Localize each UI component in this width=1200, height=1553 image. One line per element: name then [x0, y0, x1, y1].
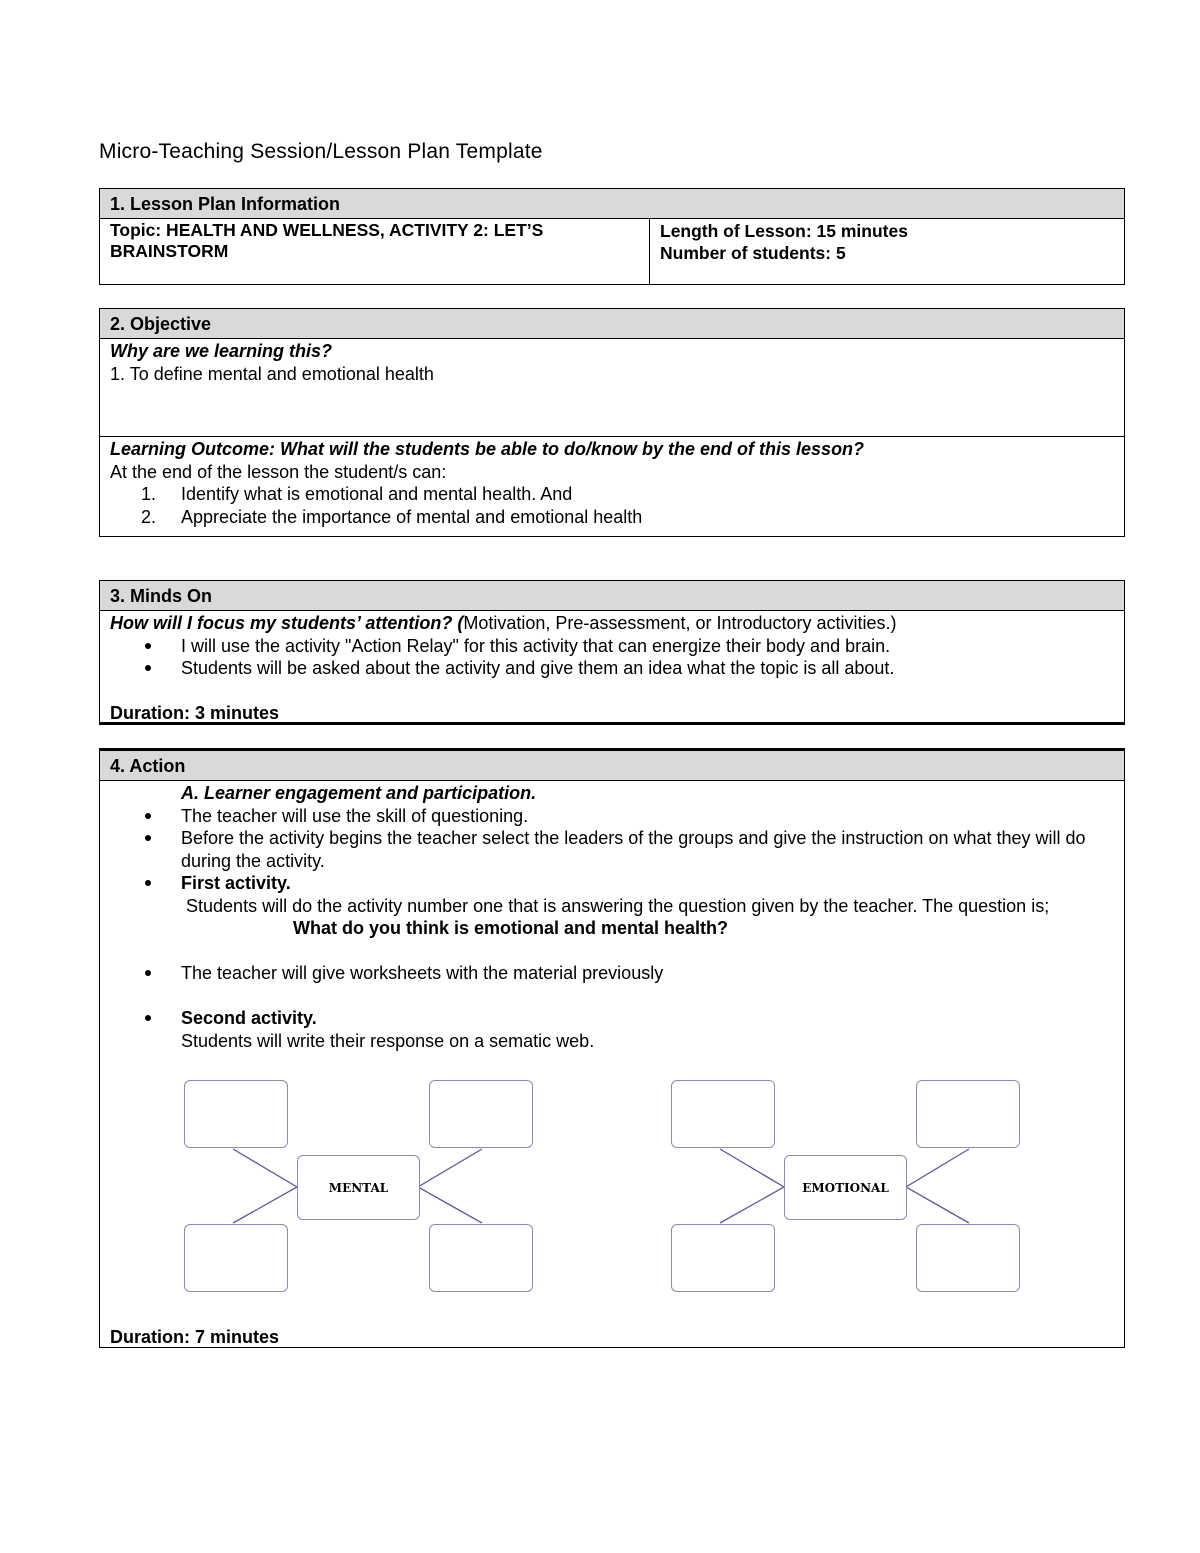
list-text: Students will be asked about the activity and give them an idea what the topic is all about.	[181, 658, 895, 678]
list-text: The teacher will give worksheets with the material previously	[181, 963, 664, 983]
web-input-box[interactable]	[184, 1224, 288, 1292]
focus-question-label: How will I focus my students’ attention? (	[110, 613, 464, 633]
web-input-box[interactable]	[916, 1080, 1020, 1148]
web-input-box[interactable]	[916, 1224, 1020, 1292]
web-center-emotional	[784, 1155, 907, 1220]
web-input-box[interactable]	[429, 1080, 533, 1148]
web-center-mental	[297, 1155, 420, 1220]
connector-line	[720, 1149, 784, 1223]
web-center-label: EMOTIONAL	[802, 1180, 889, 1195]
lesson-length: Length of Lesson: 15 minutes	[660, 221, 908, 241]
first-activity-title: First activity.	[181, 873, 291, 893]
list-number: 2.	[140, 506, 156, 527]
list-text: I will use the activity "Action Relay" for this activity that can energize their body and brain.	[181, 635, 891, 656]
engagement-label: A. Learner engagement and participation.	[181, 783, 537, 803]
page-title: Micro-Teaching Session/Lesson Plan Template	[99, 140, 543, 163]
list-text: Appreciate the importance of mental and emotional health	[181, 506, 643, 527]
student-count: Number of students: 5	[660, 243, 846, 263]
focus-question-detail: Motivation, Pre-assessment, or Introductory activities.)	[463, 613, 897, 633]
topic-text: Topic: HEALTH AND WELLNESS, ACTIVITY 2: LET’S BRAINSTORM	[110, 220, 544, 261]
connector-line	[233, 1149, 297, 1223]
connector-line	[906, 1149, 969, 1223]
list-number: 1.	[140, 484, 156, 504]
list-text: Before the activity begins the teacher select the leaders of the groups and give the instruction on what they will do during the activity.	[181, 828, 1086, 871]
list-text: Identify what is emotional and mental health. And	[181, 484, 573, 504]
outcome-intro: At the end of the lesson the student/s can:	[110, 461, 447, 482]
section-header: 2. Objective	[100, 309, 1124, 339]
section-header: 1. Lesson Plan Information	[100, 189, 1124, 219]
outcome-label: Learning Outcome: What will the students be able to do/know by the end of this lesson?	[110, 439, 865, 459]
web-input-box[interactable]	[429, 1224, 533, 1292]
section-header: 3. Minds On	[100, 581, 1124, 611]
why-text: 1. To define mental and emotional health	[110, 363, 434, 384]
web-center-label: MENTAL	[328, 1180, 389, 1195]
duration: Duration: 7 minutes	[110, 1327, 280, 1347]
second-activity-text: Students will write their response on a sematic web.	[181, 1030, 595, 1051]
duration: Duration: 3 minutes	[110, 703, 280, 723]
section-header: 4. Action	[100, 751, 1124, 781]
second-activity-title: Second activity.	[181, 1008, 317, 1028]
list-text: The teacher will use the skill of questioning.	[181, 805, 529, 826]
web-input-box[interactable]	[671, 1080, 775, 1148]
connector-line	[418, 1149, 482, 1223]
first-activity-text: Students will do the activity number one that is answering the question given by the teacher. The question is;	[181, 895, 1050, 916]
web-input-box[interactable]	[184, 1080, 288, 1148]
activity-question: What do you think is emotional and mental health?	[293, 918, 729, 938]
why-label: Why are we learning this?	[110, 341, 333, 361]
web-input-box[interactable]	[671, 1224, 775, 1292]
